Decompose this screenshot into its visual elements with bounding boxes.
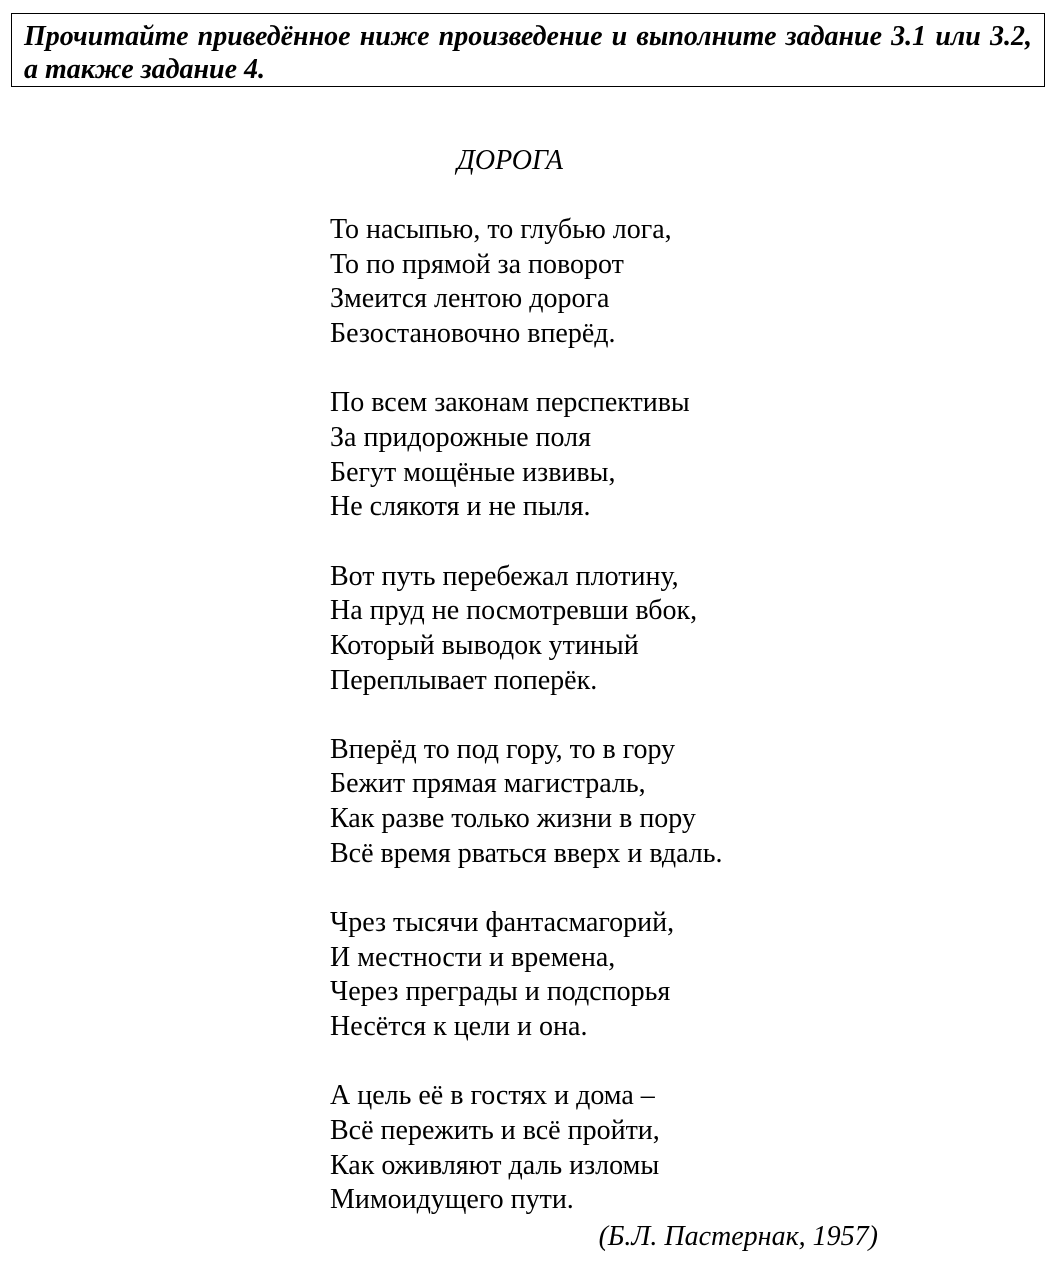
stanza	[330, 906, 723, 1045]
instruction-text: Прочитайте приведённое ниже произведение и выполните задание 3.1 или 3.2, а также задание 4.	[24, 21, 1032, 85]
poem-line: Мимоидущего пути.	[330, 1184, 574, 1216]
poem-line: Вот путь перебежал плотину,	[330, 560, 679, 592]
poem-line: А цель её в гостях и дома –	[330, 1080, 655, 1112]
poem-line: Бегут мощёные извивы,	[330, 456, 616, 488]
stanza	[330, 386, 723, 525]
poem-line: Вперёд то под гору, то в гору	[330, 733, 676, 765]
stanza	[330, 560, 723, 699]
poem-line: За придорожные поля	[330, 421, 592, 453]
poem-line: Как разве только жизни в пору	[330, 803, 696, 835]
poem-line: То насыпью, то глубью лога,	[330, 214, 672, 245]
stanza	[330, 733, 723, 872]
poem-line: По всем законам перспективы	[330, 387, 690, 419]
poem-line: Бежит прямая магистраль,	[330, 768, 646, 800]
poem-line: Переплывает поперёк.	[330, 664, 598, 696]
poem-line: На пруд не посмотревши вбок,	[330, 595, 698, 627]
poem-line: Который выводок утиный	[330, 629, 639, 661]
poem-line: Через преграды и подспорья	[330, 976, 671, 1008]
poem-body	[330, 213, 723, 1218]
poem-line: Безостановочно вперёд.	[330, 318, 616, 350]
poem-line: Не слякотя и не пыля.	[330, 491, 591, 523]
poem-line: И местности и времена,	[330, 941, 616, 973]
poem-line: Как оживляют даль изломы	[330, 1149, 660, 1181]
stanza	[330, 1079, 723, 1218]
poem-title: ДОРОГА	[457, 145, 563, 176]
poem-line: Змеится лентою дорога	[330, 283, 610, 315]
poem-line: То по прямой за поворот	[330, 248, 624, 280]
poem-line: Всё пережить и всё пройти,	[330, 1114, 660, 1146]
instruction-box	[11, 13, 1045, 87]
poem-line: Всё время рваться вверх и вдаль.	[330, 837, 723, 869]
poem-line: Несётся к цели и она.	[330, 1011, 588, 1043]
stanza	[330, 213, 723, 352]
poem-line: Чрез тысячи фантасмагорий,	[330, 907, 675, 938]
poem-attribution: (Б.Л. Пастернак, 1957)	[598, 1221, 878, 1252]
